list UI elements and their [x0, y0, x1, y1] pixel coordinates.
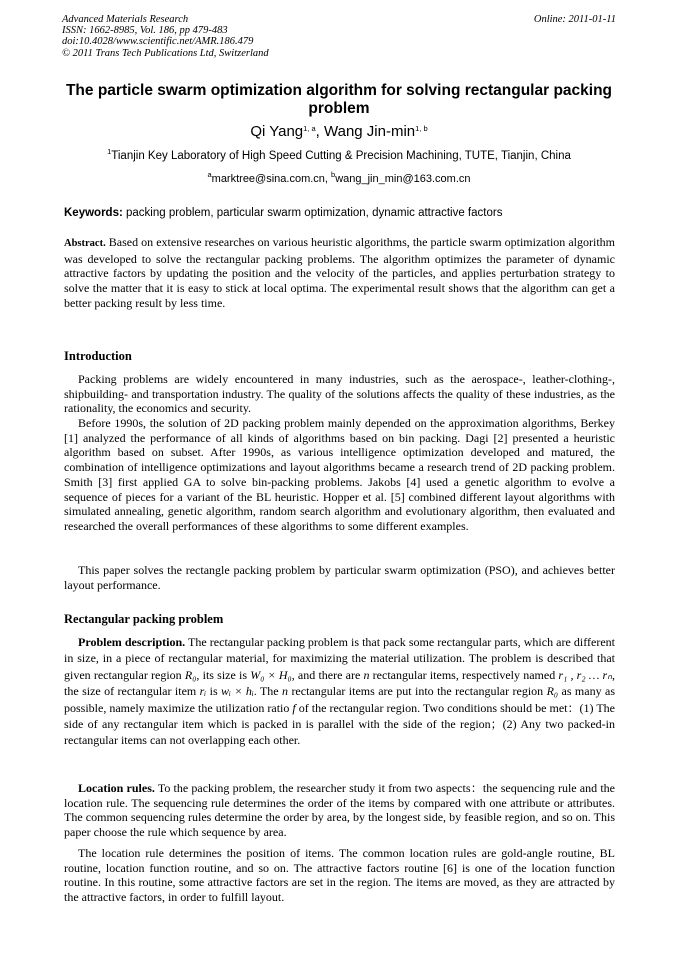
pd-text-10: of the rectangular region. Two conditions should be met：(1) The side of any rectangular item which is packed in is parallel with the side of the region；(2) Any two packed-in rectangular items can not overlapping each other.: [64, 700, 615, 748]
pd-text-8: rectangular items are put into the rectangular region: [288, 684, 547, 699]
math-n: n: [363, 667, 370, 682]
author-1-name: Qi Yang: [250, 123, 304, 140]
online-date: Online: 2011-01-11: [533, 14, 616, 25]
pd-text-7: . The: [253, 684, 283, 699]
journal-name: Advanced Materials Research: [62, 14, 189, 25]
keywords: [64, 206, 616, 220]
keywords-text: packing problem, particular swarm optimization, dynamic attractive factors: [122, 207, 503, 219]
pd-text-1: The rectangular packing problem is that pack some rectangular parts, which are different in size, in a piece of rectangular material, for maximizing the material utilization. The problem is described that given rectangular region: [64, 635, 615, 682]
location-rules-text: To the packing problem, the researcher study it from two aspects：the sequencing rule and the location rule. The sequencing rule determines the order of the items by compared with one attribute or attributes. The common sequencing rules determine the order by area, by the longest side, by feasible region, and so on. This paper choose the rule which sequence by area.: [64, 781, 615, 840]
pd-text-6: is: [206, 684, 222, 699]
pd-text-5: , the size of rectangular item: [64, 667, 616, 699]
location-rule-paragraph-2: The location rule determines the position of items. The common location rules are gold-angle routine, BL routine, location function routine, and so on. The attractive factors routine [6] is one of the location function routine. In this routine, some attractive factors are set in the region. The items are moved, as they are attracted by the attractive factors, in order to fulfill layout.: [64, 846, 615, 905]
problem-description-label: Problem description.: [78, 635, 186, 649]
pd-text-9: as many as possible, namely maximize the utilization ratio: [64, 684, 615, 715]
email-a: marktree@sina.com.cn,: [211, 173, 332, 185]
math-f: f: [292, 700, 296, 715]
intro-paragraph-3: This paper solves the rectangle packing problem by particular swarm optimization (PSO), and achieves better layout performance.: [64, 563, 615, 592]
affiliation: [62, 149, 616, 163]
authors-line: [62, 123, 616, 141]
intro-paragraph-1: Packing problems are widely encountered in many industries, such as the aerospace-, leather-clothing-, shipbuilding- and transportation industry. The quality of the solutions affects the quality of these industries, as the rationality, the economics and security.: [64, 372, 615, 416]
emails-line: [62, 172, 616, 186]
keywords-label: Keywords:: [64, 207, 123, 219]
issn-line: ISSN: 1662-8985, Vol. 186, pp 479-483: [62, 25, 228, 37]
section-heading-rectangular-packing: Rectangular packing problem: [64, 612, 224, 626]
paper-title: The particle swarm optimization algorithm for solving rectangular packing problem: [65, 82, 613, 117]
affiliation-text: Tianjin Key Laboratory of High Speed Cutting & Precision Machining, TUTE, Tianjin, China: [111, 150, 571, 162]
email-b: wang_jin_min@163.com.cn: [335, 173, 471, 185]
abstract-text: Based on extensive researches on various heuristic algorithms, the particle swarm optimization algorithm was developed to solve the rectangular packing problems. The algorithm optimizes the parameter of dynamic attractive factors by updating the position and the velocity of the particles, and applies perturbation strategy to solve the matter that it is easy to stick at local optima. The experimental result shows that the algorithm can get a better packing result by less time.: [64, 235, 615, 310]
author-1-sup: 1, a: [303, 124, 316, 133]
math-R0-2: R₀: [546, 684, 559, 699]
copyright-line: © 2011 Trans Tech Publications Ltd, Switzerland: [62, 47, 269, 59]
math-ri: rᵢ: [199, 684, 207, 699]
doi-line: doi:10.4028/www.scientific.net/AMR.186.479: [62, 36, 254, 48]
intro-paragraph-2: Before 1990s, the solution of 2D packing problem mainly depended on the approximation algorithms, Berkey [1] analyzed the performance of all kinds of algorithms based on bin packing. Dagi [2] presented a heuristic algorithm based on subset. After 1990s, as various intelligence optimization developed and matured, the combination of intelligence optimizations and layout algorithms became a research trend of 2D packing problem. Smith [3] first applied GA to solve bin-packing problems. Jakobs [4] used a genetic algorithm to evolve a sequence of pieces for a variant of the BL heuristic. Hopper et al. [5] combined different layout algorithms with simulated annealing, genetic algorithm, random search algorithm and evolutionary algorithm, then evaluated and researched the overall performances of these algorithms to some different examples.: [64, 416, 615, 533]
location-rules-label: Location rules.: [78, 781, 155, 795]
math-W0-H0: W₀ × H₀: [250, 667, 292, 682]
affiliation-sup: 1: [107, 147, 112, 156]
email-a-sup: a: [207, 170, 212, 179]
pd-text-2: , its size is: [196, 667, 251, 682]
abstract-label: Abstract.: [64, 238, 106, 249]
author-2-name: Wang Jin-min: [324, 123, 416, 140]
location-rules-paragraph: [64, 781, 615, 840]
pd-text-3: , and there are: [291, 667, 364, 682]
abstract: [64, 235, 615, 311]
author-2-sup: 1, b: [415, 124, 428, 133]
email-b-sup: b: [331, 170, 336, 179]
journal-header: [62, 14, 616, 59]
pd-text-4: rectangular items, respectively named: [369, 667, 559, 682]
problem-description-paragraph: [64, 634, 615, 749]
math-R0: R₀: [184, 667, 197, 682]
math-n-2: n: [282, 684, 289, 699]
section-heading-introduction: Introduction: [64, 349, 132, 363]
math-wi-hi: wᵢ × hᵢ: [221, 684, 254, 699]
author-separator: ,: [315, 123, 325, 140]
math-r-list: r₁ , r₂ … rₙ: [558, 667, 613, 682]
